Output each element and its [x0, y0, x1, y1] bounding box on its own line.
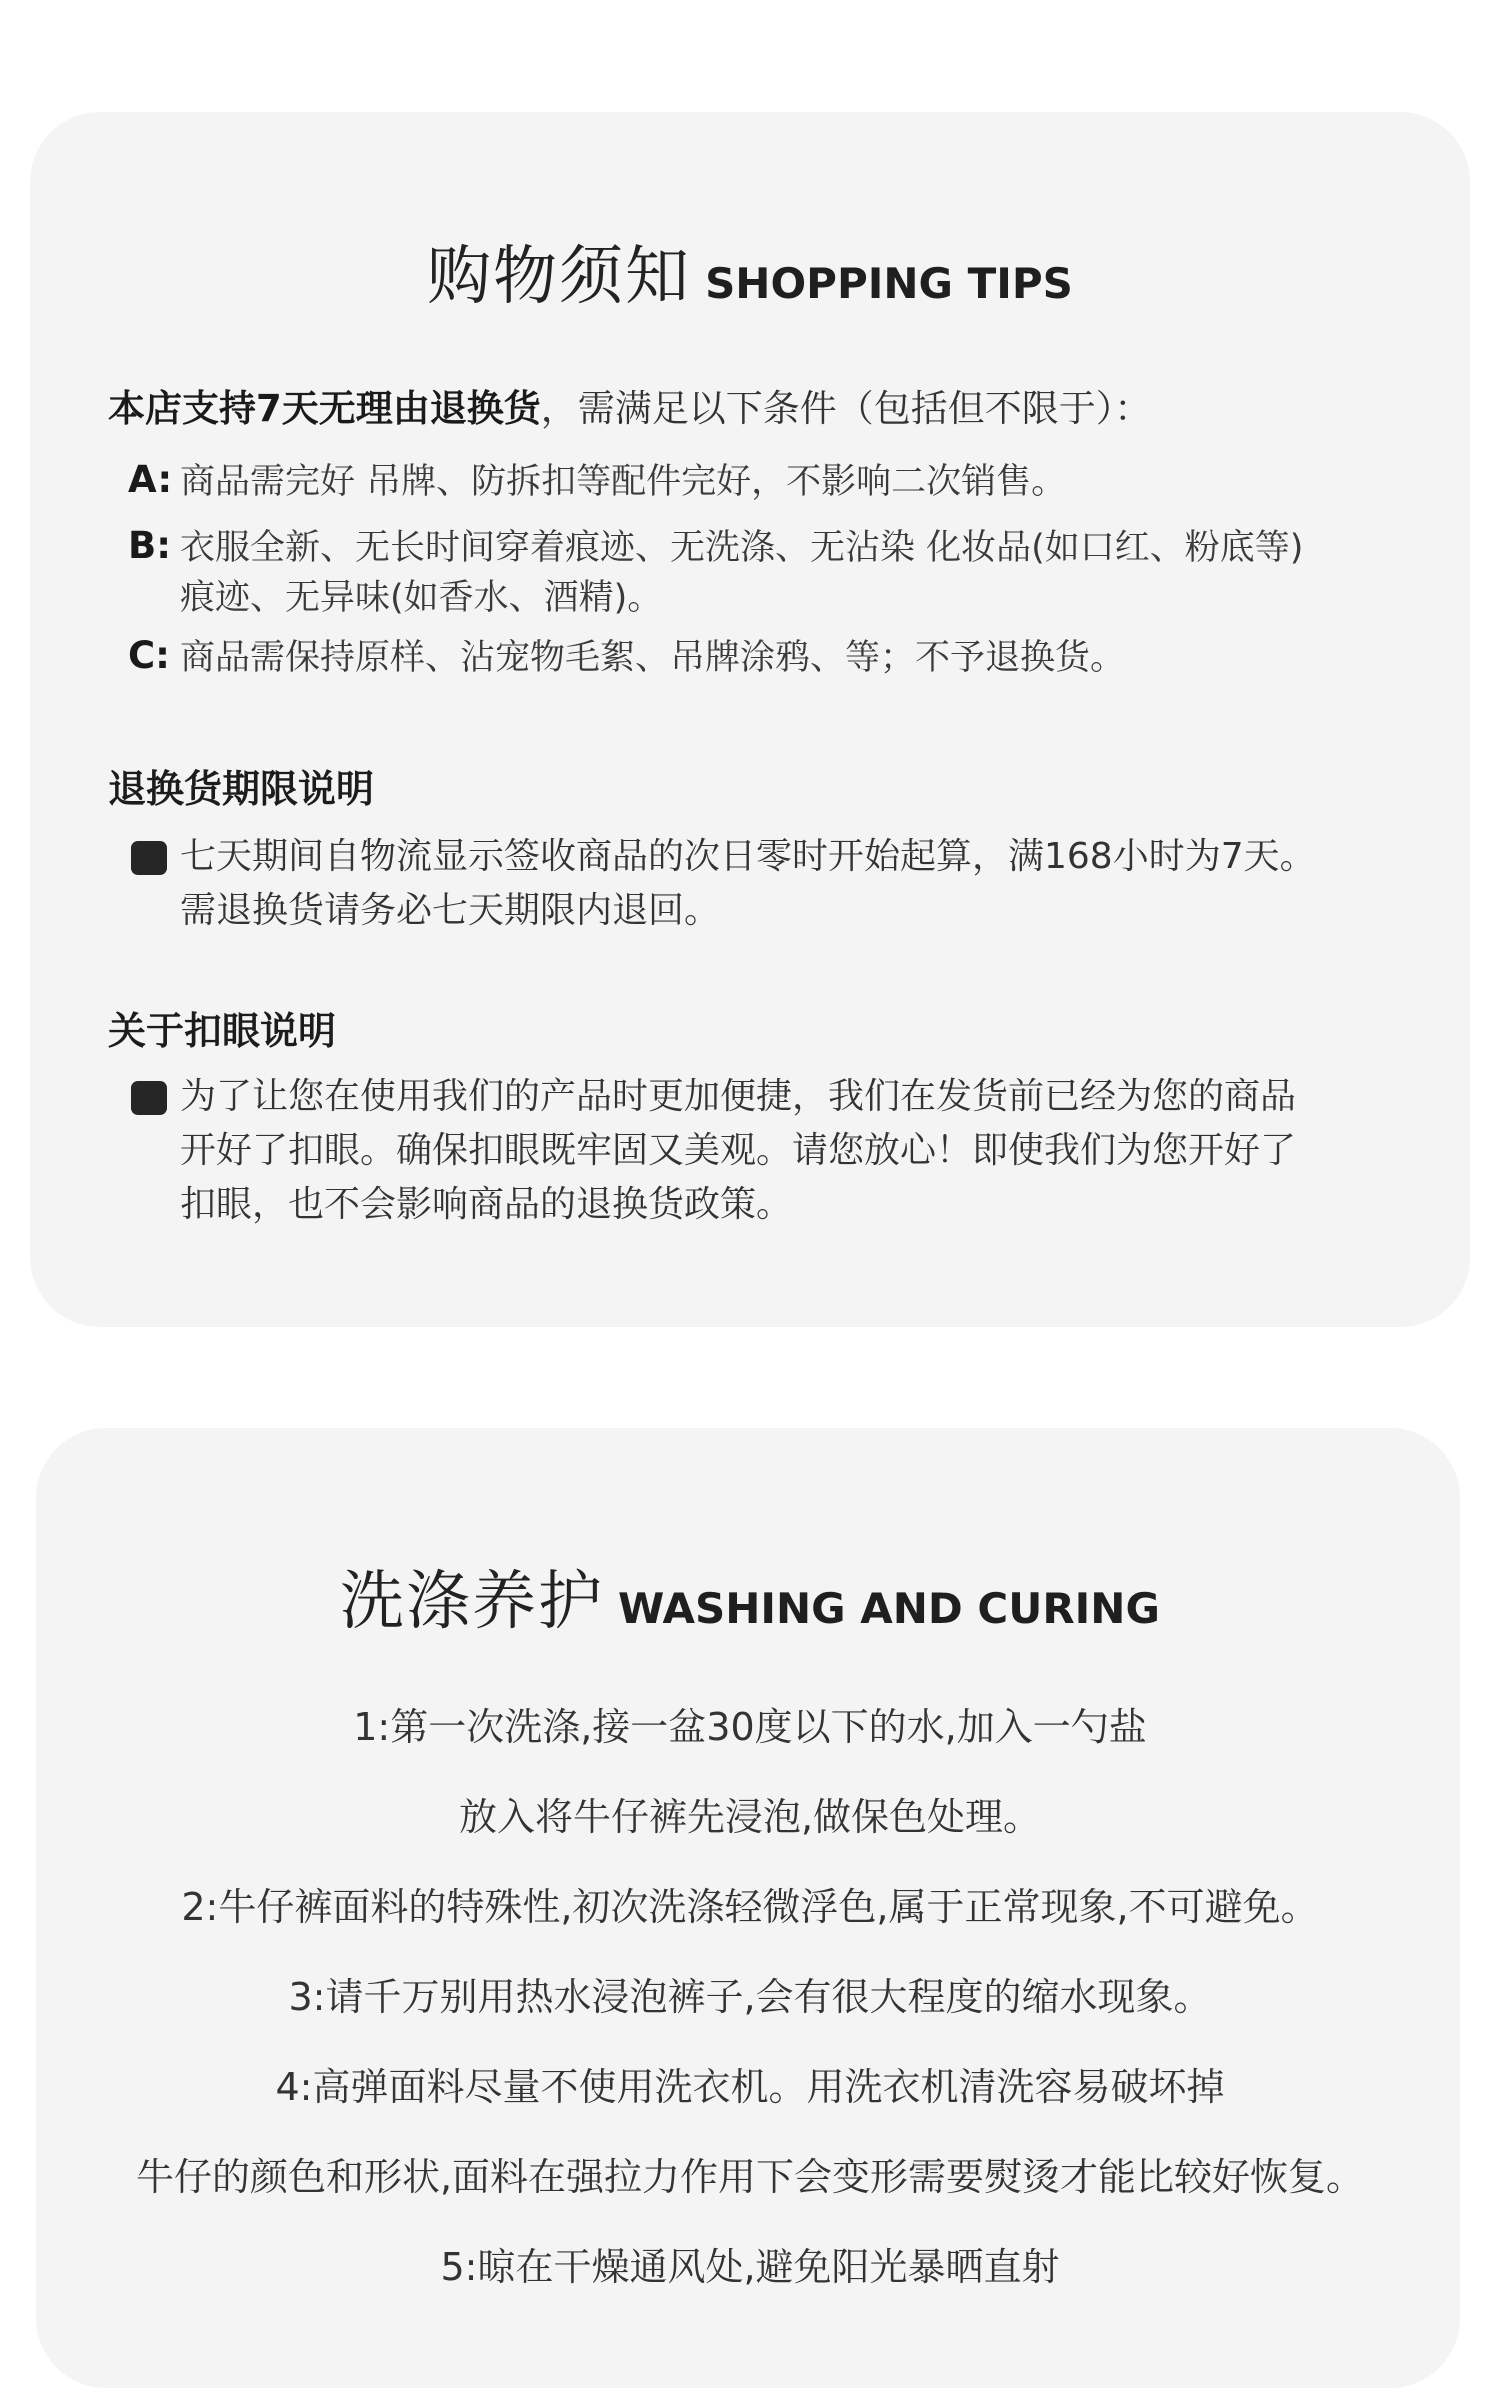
- washing-title: [0, 1550, 1500, 1642]
- buttonhole-line2: 开好了扣眼。确保扣眼既牢固又美观。请您放心！即使我们为您开好了: [180, 1130, 1297, 1171]
- return-policy-intro-rest: ，需满足以下条件（包括但不限于）：: [540, 387, 1152, 430]
- condition-c-label: C:: [128, 634, 170, 677]
- washing-line-7: 5:晾在干燥通风处,避免阳光暴晒直射: [440, 2245, 1060, 2289]
- condition-a-label: A:: [128, 458, 173, 501]
- condition-b-text-line2: 痕迹、无异味(如香水、酒精)。: [180, 578, 663, 618]
- shopping-tips-title-en: SHOPPING TIPS: [705, 259, 1073, 308]
- condition-b-label: B:: [128, 524, 171, 567]
- washing-line-5: 4:高弹面料尽量不使用洗衣机。用洗衣机清洗容易破坏掉: [275, 2065, 1225, 2109]
- shopping-tips-title: [0, 225, 1500, 317]
- condition-c-text: 商品需保持原样、沾宠物毛絮、吊牌涂鸦、等；不予退换货。: [180, 638, 1126, 678]
- condition-a-text: 商品需完好 吊牌、防拆扣等配件完好，不影响二次销售。: [180, 462, 1067, 502]
- return-period-line2: 需退换货请务必七天期限内退回。: [180, 890, 721, 931]
- return-period-heading: 退换货期限说明: [108, 767, 375, 811]
- condition-b-text-line1: 衣服全新、无长时间穿着痕迹、无洗涤、无沾染 化妆品(如口红、粉底等): [180, 528, 1304, 568]
- return-policy-intro: [108, 378, 1151, 432]
- bullet-square-icon: [131, 841, 167, 875]
- buttonhole-line1: 为了让您在使用我们的产品时更加便捷，我们在发货前已经为您的商品: [180, 1076, 1297, 1117]
- return-period-line1: 七天期间自物流显示签收商品的次日零时开始起算，满168小时为7天。: [180, 836, 1316, 877]
- shopping-tips-title-cn: 购物须知: [427, 240, 692, 314]
- washing-line-4: 3:请千万别用热水浸泡裤子,会有很大程度的缩水现象。: [288, 1975, 1212, 2019]
- washing-line-6: 牛仔的颜色和形状,面料在强拉力作用下会变形需要熨烫才能比较好恢复。: [135, 2155, 1365, 2199]
- return-policy-intro-bold: 本店支持7天无理由退换货: [108, 387, 541, 430]
- washing-title-en: WASHING AND CURING: [618, 1584, 1160, 1633]
- washing-line-1: 1:第一次洗涤,接一盆30度以下的水,加入一勺盐: [353, 1705, 1147, 1749]
- washing-title-cn: 洗涤养护: [340, 1565, 605, 1639]
- buttonhole-line3: 扣眼，也不会影响商品的退换货政策。: [180, 1184, 793, 1225]
- washing-line-2: 放入将牛仔裤先浸泡,做保色处理。: [458, 1795, 1042, 1839]
- bullet-square-icon: [131, 1081, 167, 1115]
- buttonhole-heading: 关于扣眼说明: [108, 1009, 337, 1053]
- washing-line-3: 2:牛仔裤面料的特殊性,初次洗涤轻微浮色,属于正常现象,不可避免。: [181, 1885, 1319, 1929]
